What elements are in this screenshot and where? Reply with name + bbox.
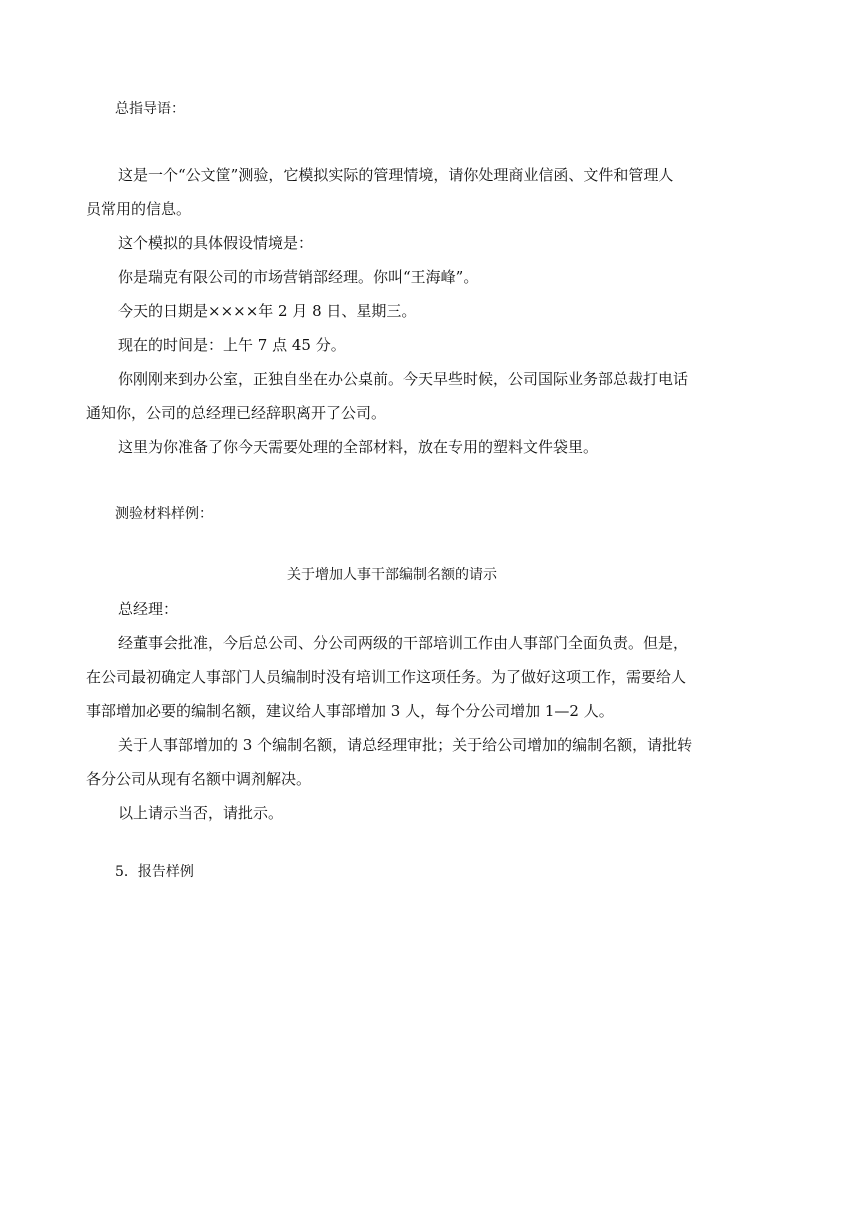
intro-paragraph-line: 员常用的信息。	[86, 200, 192, 218]
memo-closing: 以上请示当否，请批示。	[118, 804, 284, 822]
intro-paragraph-line: 这是一个“公文筐”测验，它模拟实际的管理情境，请你处理商业信函、文件和管理人	[118, 166, 674, 184]
scenario-intro-text: 这个模拟的具体假设情境是：	[118, 234, 314, 252]
materials-text: 这里为你准备了你今天需要处理的全部材料，放在专用的塑料文件袋里。	[118, 438, 599, 456]
memo-body-line: 事部增加必要的编制名额，建议给人事部增加 3 人，每个分公司增加 1—2 人。	[86, 702, 614, 720]
date-text: 今天的日期是××××年 2 月 8 日、星期三。	[118, 302, 417, 320]
sample-materials-heading: 测验材料样例：	[115, 506, 213, 522]
memo-body-line: 各分公司从现有名额中调剂解决。	[86, 770, 312, 788]
role-text: 你是瑞克有限公司的市场营销部经理。你叫“王海峰”。	[118, 268, 479, 286]
memo-body-line: 关于人事部增加的 3 个编制名额，请总经理审批；关于给公司增加的编制名额，请批转	[118, 736, 693, 754]
instructions-heading: 总指导语：	[115, 101, 185, 117]
memo-salutation: 总经理：	[118, 600, 179, 618]
situation-paragraph-line: 通知你，公司的总经理已经辞职离开了公司。	[86, 404, 387, 422]
memo-body-line: 经董事会批准，今后总公司、分公司两级的干部培训工作由人事部门全面负责。但是，	[118, 634, 689, 652]
time-text: 现在的时间是：上午 7 点 45 分。	[118, 336, 346, 354]
memo-body-line: 在公司最初确定人事部门人员编制时没有培训工作这项任务。为了做好这项工作，需要给人	[86, 668, 687, 686]
situation-paragraph-line: 你刚刚来到办公室，正独自坐在办公桌前。今天早些时候，公司国际业务部总裁打电话	[118, 370, 689, 388]
memo-title: 关于增加人事干部编制名额的请示	[287, 567, 497, 583]
report-sample-heading: 5．报告样例	[115, 864, 194, 880]
